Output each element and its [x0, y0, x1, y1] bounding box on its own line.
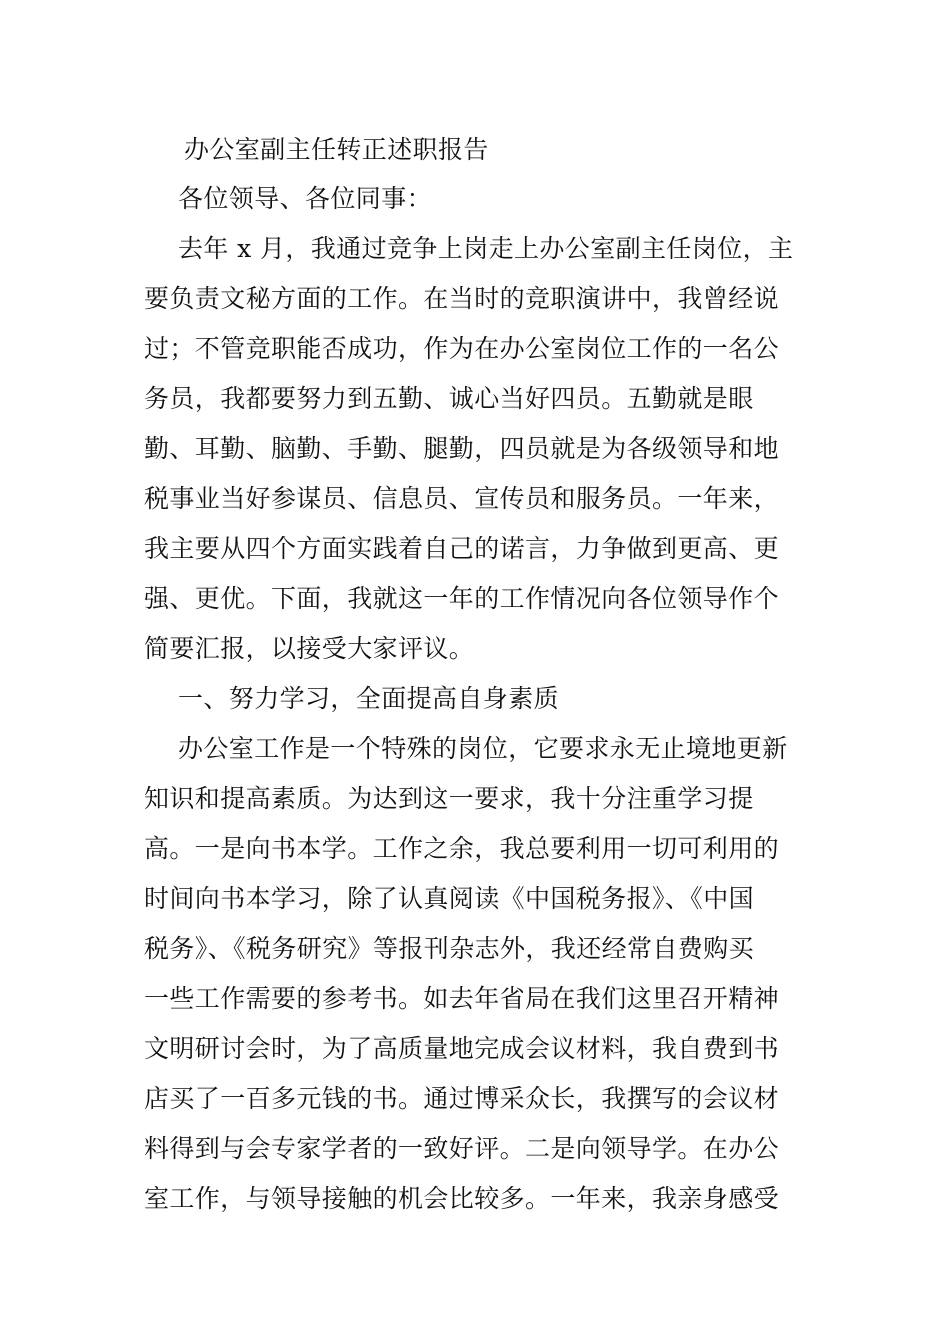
- paragraph-line: 强、更优。下面，我就这一年的工作情况向各位领导作个: [144, 584, 780, 613]
- paragraph-line: 文明研讨会时，为了高质量地完成会议材料，我自费到书: [144, 1034, 780, 1063]
- document-body: [144, 126, 808, 1224]
- paragraph-line: 务员，我都要努力到五勤、诚心当好四员。五勤就是眼: [144, 384, 754, 413]
- paragraph-line: 要负责文秘方面的工作。在当时的竞职演讲中，我曾经说: [144, 284, 780, 313]
- paragraph-line: 勤、耳勤、脑勤、手勤、腿勤，四员就是为各级领导和地: [144, 434, 780, 463]
- document-title: 办公室副主任转正述职报告: [184, 135, 489, 164]
- paragraph-line: 过；不管竞职能否成功，作为在办公室岗位工作的一名公: [144, 334, 780, 363]
- paragraph-line: 店买了一百多元钱的书。通过博采众长，我撰写的会议材: [144, 1084, 780, 1113]
- paragraph-line: 时间向书本学习，除了认真阅读《中国税务报》、《中国: [144, 884, 755, 913]
- paragraph-line: 税务》、《税务研究》等报刊杂志外，我还经常自费购买: [144, 934, 755, 963]
- greeting: 各位领导、各位同事：: [178, 184, 433, 213]
- paragraph-line: 一些工作需要的参考书。如去年省局在我们这里召开精神: [144, 984, 780, 1013]
- paragraph-line: 我主要从四个方面实践着自己的诺言，力争做到更高、更: [144, 534, 780, 563]
- paragraph-line: 税事业当好参谋员、信息员、宣传员和服务员。一年来，: [144, 484, 780, 513]
- paragraph-2: [144, 724, 808, 1224]
- paragraph-line: 高。一是向书本学。工作之余，我总要利用一切可利用的: [144, 834, 780, 863]
- section-heading: 一、努力学习，全面提高自身素质: [178, 684, 560, 713]
- paragraph-1: [144, 224, 808, 674]
- paragraph-line: 室工作，与领导接触的机会比较多。一年来，我亲身感受: [144, 1184, 780, 1213]
- paragraph-line: 知识和提高素质。为达到这一要求，我十分注重学习提: [144, 784, 754, 813]
- paragraph-line: 料得到与会专家学者的一致好评。二是向领导学。在办公: [144, 1134, 780, 1163]
- paragraph-line: 去年 x 月，我通过竞争上岗走上办公室副主任岗位，主: [178, 234, 794, 263]
- paragraph-line: 办公室工作是一个特殊的岗位，它要求永无止境地更新: [178, 734, 788, 763]
- paragraph-line: 简要汇报，以接受大家评议。: [144, 634, 475, 663]
